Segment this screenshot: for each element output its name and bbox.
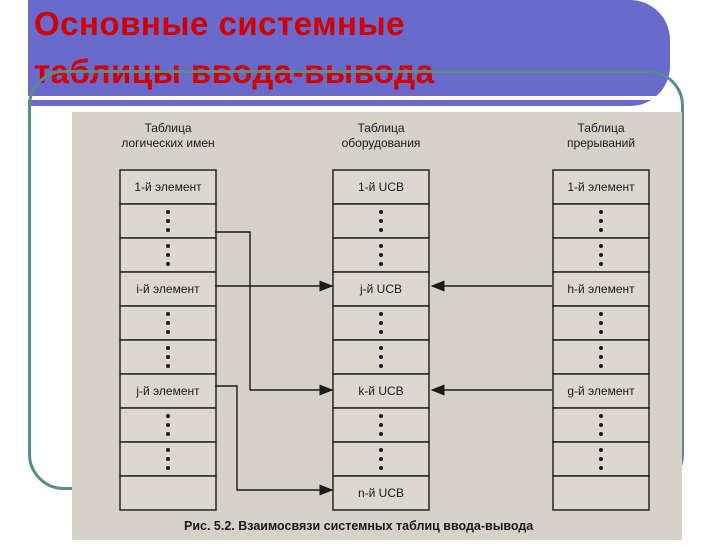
- ellipsis-dot: [379, 364, 383, 368]
- ellipsis-dot: [166, 423, 170, 427]
- ellipsis-dot: [599, 346, 603, 350]
- ellipsis-dot: [599, 210, 603, 214]
- ellipsis-dot: [166, 457, 170, 461]
- ellipsis-dot: [166, 346, 170, 350]
- arrow-j-to-n: [215, 386, 332, 490]
- ellipsis-dot: [379, 355, 383, 359]
- col3-header-line1: Таблица: [577, 121, 625, 135]
- ellipsis-dot: [166, 330, 170, 334]
- ellipsis-dot: [379, 321, 383, 325]
- figure-caption: Рис. 5.2. Взаимосвязи системных таблиц ввода-вывода: [184, 519, 534, 533]
- ellipsis-dot: [166, 466, 170, 470]
- ellipsis-dot: [379, 330, 383, 334]
- ellipsis-dot: [166, 432, 170, 436]
- figure-scan: [72, 112, 682, 540]
- ellipsis-dot: [379, 219, 383, 223]
- ellipsis-dot: [379, 423, 383, 427]
- table-cell-label: 1-й элемент: [134, 180, 202, 194]
- ellipsis-dot: [599, 219, 603, 223]
- table-column-3: [553, 170, 649, 510]
- col1-header-line1: Таблица: [144, 121, 192, 135]
- ellipsis-dot: [379, 448, 383, 452]
- table-cell-label: 1-й элемент: [567, 180, 635, 194]
- ellipsis-dot: [379, 253, 383, 257]
- col2-header-line2: оборудования: [341, 136, 421, 150]
- ellipsis-dot: [379, 414, 383, 418]
- ellipsis-dot: [166, 448, 170, 452]
- table-cell: [120, 476, 216, 510]
- ellipsis-dot: [166, 321, 170, 325]
- ellipsis-dot: [379, 346, 383, 350]
- ellipsis-dot: [166, 253, 170, 257]
- ellipsis-dot: [599, 355, 603, 359]
- ellipsis-dot: [166, 244, 170, 248]
- ellipsis-dot: [166, 355, 170, 359]
- ellipsis-dot: [599, 457, 603, 461]
- ellipsis-dot: [599, 364, 603, 368]
- table-cell-label: j-й UCB: [359, 282, 403, 296]
- table-cell-label: i-й элемент: [136, 282, 200, 296]
- col1-header-line2: логических имен: [121, 136, 215, 150]
- table-cell-label: n-й UCB: [357, 486, 405, 500]
- ellipsis-dot: [599, 321, 603, 325]
- col2-header-line1: Таблица: [357, 121, 405, 135]
- ellipsis-dot: [599, 244, 603, 248]
- table-column-1: [120, 170, 216, 510]
- slide-title-line1: Основные системные: [34, 5, 405, 42]
- ellipsis-dot: [599, 228, 603, 232]
- ellipsis-dot: [599, 312, 603, 316]
- table-column-2: [333, 170, 429, 510]
- ellipsis-dot: [379, 228, 383, 232]
- ellipsis-dot: [166, 262, 170, 266]
- slide-title-line2: таблицы ввода-вывода: [34, 53, 435, 90]
- ellipsis-dot: [379, 457, 383, 461]
- ellipsis-dot: [166, 364, 170, 368]
- table-cell-label: h-й элемент: [567, 282, 635, 296]
- ellipsis-dot: [599, 253, 603, 257]
- ellipsis-dot: [599, 330, 603, 334]
- table-cell-label: 1-й UCB: [357, 180, 405, 194]
- ellipsis-dot: [379, 466, 383, 470]
- table-cell-label: j-й элемент: [136, 384, 200, 398]
- ellipsis-dot: [379, 312, 383, 316]
- col3-header-line2: прерываний: [566, 136, 636, 150]
- ellipsis-dot: [379, 244, 383, 248]
- ellipsis-dot: [599, 432, 603, 436]
- ellipsis-dot: [599, 414, 603, 418]
- table-cell-label: g-й элемент: [567, 384, 635, 398]
- ellipsis-dot: [599, 262, 603, 266]
- table-cell: [553, 476, 649, 510]
- ellipsis-dot: [599, 466, 603, 470]
- ellipsis-dot: [166, 414, 170, 418]
- ellipsis-dot: [379, 432, 383, 436]
- table-columns: [120, 170, 649, 510]
- ellipsis-dot: [379, 210, 383, 214]
- ellipsis-dot: [599, 448, 603, 452]
- ellipsis-dot: [166, 210, 170, 214]
- io-tables-diagram: [72, 112, 682, 540]
- ellipsis-dot: [166, 228, 170, 232]
- table-cell-label: k-й UCB: [358, 384, 404, 398]
- ellipsis-dot: [166, 219, 170, 223]
- ellipsis-dot: [166, 312, 170, 316]
- arrow-i-to-k: [215, 232, 332, 390]
- ellipsis-dot: [379, 262, 383, 266]
- ellipsis-dot: [599, 423, 603, 427]
